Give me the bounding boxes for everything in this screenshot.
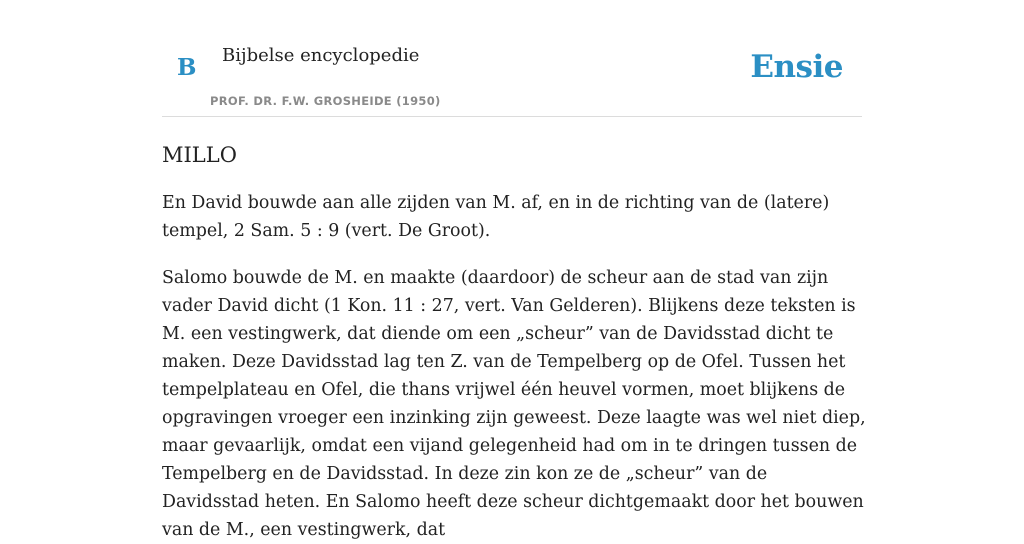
site-header <box>162 0 862 117</box>
ensie-logo-link[interactable]: Ensie <box>750 49 843 85</box>
book-logo-icon[interactable]: B <box>177 54 197 81</box>
book-author: PROF. DR. F.W. GROSHEIDE (1950) <box>210 94 441 108</box>
entry-paragraph: Salomo bouwde de M. en maakte (daardoor) de scheur aan de stad van zijn vader David dicht (1 Kon. 11 : 27, vert. Van Gelderen). Blijkens deze teksten is M. een vestingwerk, dat diende om een „scheur” van de Davidsstad dicht te maken. Deze Davidsstad lag ten Z. van de Tempelberg op de Ofel. Tussen het tempelplateau en Ofel, die thans vrijwel één heuvel vormen, moet blijkens de opgravingen vroeger een inzinking zijn geweest. Deze laagte was wel niet diep, maar gevaarlijk, omdat een vijand gelegenheid had om in te dringen tussen de Tempelberg en de Davidsstad. In deze zin kon ze de „scheur” van de Davidsstad heten. En Salomo heeft deze scheur dichtgemaakt door het bouwen van de M., een vestingwerk, dat <box>162 268 866 540</box>
book-title-link[interactable]: Bijbelse encyclopedie <box>222 45 420 66</box>
entry-content <box>162 138 867 544</box>
entry-title: MILLO <box>162 143 237 167</box>
entry-paragraph: En David bouwde aan alle zijden van M. af, en in de richting van de (latere) tempel, 2 Sam. 5 : 9 (vert. De Groot). <box>162 193 830 241</box>
